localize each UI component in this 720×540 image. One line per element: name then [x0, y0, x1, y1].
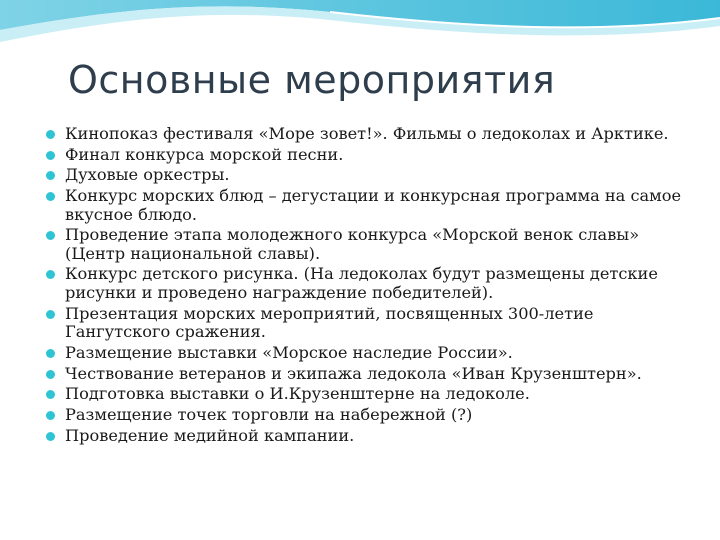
list-item-text: Презентация морских мероприятий, посвященных 300-летие Гангутского сражения.	[65, 303, 594, 342]
bullet-icon	[46, 192, 55, 201]
list-item	[46, 265, 696, 302]
list-item	[46, 365, 696, 384]
list-item	[46, 385, 696, 404]
bullet-icon	[46, 432, 55, 441]
bullet-icon	[46, 130, 55, 139]
list-item-text: Чествование ветеранов и экипажа ледокола «Иван Крузенштерн».	[65, 363, 642, 383]
list-item-text: Финал конкурса морской песни.	[65, 144, 344, 164]
bullet-list	[46, 125, 696, 447]
list-item-text: Проведение этапа молодежного конкурса «Морской венок славы» (Центр национальной славы).	[65, 225, 640, 263]
list-item	[46, 166, 696, 185]
bullet-icon	[46, 151, 55, 160]
list-item-text: Размещение точек торговли на набережной (?)	[65, 404, 473, 424]
list-item	[46, 226, 696, 263]
list-item-text: Конкурс морских блюд – дегустации и конкурсная программа на самое вкусное блюдо.	[65, 186, 682, 224]
list-item	[46, 406, 696, 425]
list-item	[46, 344, 696, 363]
bullet-icon	[46, 171, 55, 180]
list-item	[46, 427, 696, 446]
bullet-icon	[46, 390, 55, 399]
bullet-icon	[46, 411, 55, 420]
bullet-icon	[46, 370, 55, 379]
bullet-icon	[46, 349, 55, 358]
list-item-text: Конкурс детского рисунка. (На ледоколах будут размещены детские рисунки и проведено награждение победителей).	[65, 264, 658, 302]
list-item	[46, 146, 696, 165]
list-item	[46, 305, 696, 342]
list-item-text: Духовые оркестры.	[65, 165, 230, 185]
bullet-icon	[46, 270, 55, 279]
list-item-text: Кинопоказ фестиваля «Море зовет!». Фильмы о ледоколах и Арктике.	[65, 124, 669, 143]
list-item-text: Размещение выставки «Морское наследие России».	[65, 342, 513, 362]
list-item-text: Проведение медийной кампании.	[65, 425, 355, 445]
bullet-icon	[46, 231, 55, 240]
list-item-text: Подготовка выставки о И.Крузенштерне на ледоколе.	[65, 384, 530, 404]
list-item	[46, 187, 696, 224]
slide-title: Основные мероприятия	[68, 58, 556, 102]
bullet-icon	[46, 310, 55, 319]
list-item	[46, 125, 696, 144]
